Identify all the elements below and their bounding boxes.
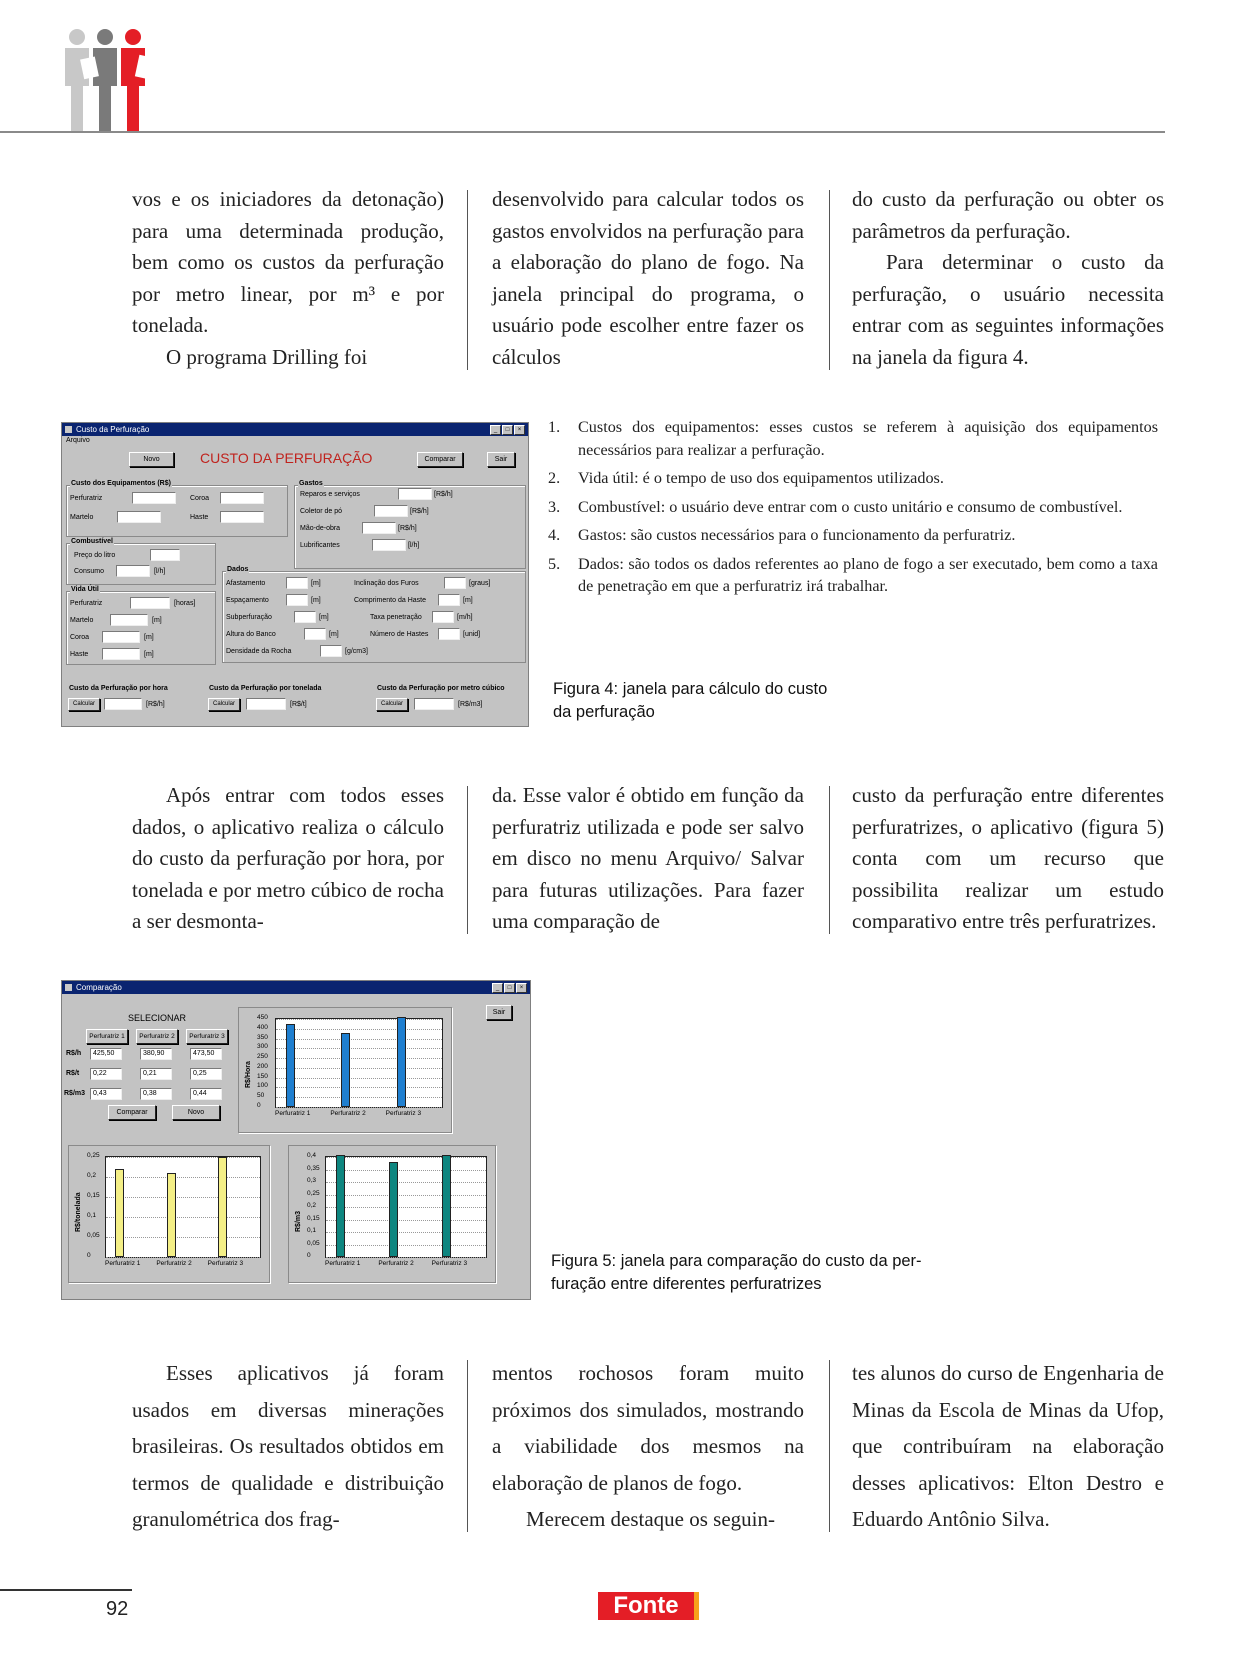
bottom-column-1	[132, 1355, 444, 1538]
list-text: Custos dos equipamentos: esses custos se referem à aquisição dos equipamentos necessários para realizar a perfuração.	[578, 418, 1158, 459]
perfuratriz-3-button[interactable]: Perfuratriz 3	[186, 1029, 228, 1044]
field-label: Preço do litro	[74, 552, 116, 559]
column-divider	[467, 190, 468, 370]
window-heading: CUSTO DA PERFURAÇÃO	[200, 450, 373, 466]
app-icon	[65, 984, 72, 991]
field-label: Martelo	[70, 514, 94, 521]
custo-perfuracao-window	[61, 422, 529, 727]
y-tick-label: 0,1	[307, 1227, 317, 1234]
unit-label: [unid]	[463, 631, 481, 638]
unit-label: [m]	[311, 597, 321, 604]
y-axis-label: R$/Hora	[245, 1061, 252, 1088]
sair-button[interactable]: Sair	[487, 452, 515, 467]
unit-label: [m/h]	[457, 614, 473, 621]
paragraph: Para determinar o custo da perfuração, o usuário necessita entrar com as seguintes informações na janela da figura 4.	[852, 250, 1164, 369]
gridline	[326, 1207, 486, 1208]
list-number: 1.	[548, 418, 561, 436]
chart-panel-m3	[288, 1145, 496, 1283]
gridline	[276, 1019, 442, 1020]
field-label: Reparos e serviços	[300, 491, 360, 498]
chart-panel-tonelada	[68, 1145, 270, 1283]
afastamento-input[interactable]	[286, 577, 308, 589]
calcular-hora-button[interactable]: Calcular	[68, 698, 100, 711]
selecionar-label: SELECIONAR	[128, 1013, 187, 1023]
field-label: Coroa	[190, 495, 210, 502]
unit-label: [m]	[329, 631, 339, 638]
p1-custo-m3[interactable]: 0,43	[90, 1088, 122, 1100]
y-tick-label: 0,3	[307, 1177, 317, 1184]
vida-perfuratriz-input[interactable]	[130, 597, 170, 609]
numero-hastes-input[interactable]	[438, 628, 460, 640]
figure4-caption	[553, 678, 827, 724]
paragraph: da. Esse valor é obtido em função da perfuratriz utilizada e pode ser salvo em disco no menu Arquivo/ Salvar para futuras utilizações. Para fazer uma comparação de	[492, 783, 804, 933]
mid-column-1	[132, 780, 444, 938]
paragraph: Após entrar com todos esses dados, o aplicativo realiza o cálculo do custo da perfuração por hora, por tonelada e por metro cúbico de rocha a ser desmonta-	[132, 783, 444, 933]
gridline	[326, 1182, 486, 1183]
field-label: Densidade da Rocha	[226, 648, 292, 655]
page-number: 92	[106, 1598, 129, 1620]
y-tick-label: 0,25	[87, 1152, 100, 1159]
x-tick-label: Perfuratriz 1	[275, 1110, 311, 1117]
row-label: R$/t	[66, 1070, 80, 1077]
comparacao-window	[61, 980, 531, 1300]
paragraph: Esses aplicativos já foram usados em diversas minerações brasileiras. Os resultados obtidos em termos de qualidade e distribuição granulométrica dos frag-	[132, 1361, 444, 1531]
result-label-m3: Custo da Perfuração por metro cúbico	[377, 685, 505, 692]
subperfuracao-input[interactable]	[294, 611, 316, 623]
unit-label: [horas]	[174, 600, 196, 607]
field-label: Subperfuração	[226, 614, 272, 621]
y-tick-label: 0,4	[307, 1152, 317, 1159]
bottom-column-3	[852, 1355, 1164, 1538]
gridline	[326, 1157, 486, 1158]
bottom-column-2	[492, 1355, 804, 1538]
list-text: Dados: são todos os dados referentes ao plano de fogo a ser executado, bem como a taxa de penetração em que a perfuratriz irá trabalhar.	[578, 554, 1158, 595]
paragraph: do custo da perfuração ou obter os parâmetros da perfuração.	[852, 187, 1164, 243]
gridline	[106, 1197, 260, 1198]
gridline	[276, 1039, 442, 1040]
bar	[389, 1162, 398, 1257]
bar	[115, 1169, 124, 1257]
p2-custo-tonelada[interactable]: 0,21	[140, 1068, 172, 1080]
gridline	[106, 1157, 260, 1158]
people-logo-icon	[55, 28, 165, 134]
plot-area	[105, 1156, 261, 1258]
group-label: Combustível	[71, 538, 114, 545]
paragraph: Merecem destaque os seguin-	[526, 1507, 775, 1531]
group-label: Custo dos Equipamentos (R$)	[71, 480, 171, 487]
unit-label: [m]	[311, 580, 321, 587]
paragraph: tes alunos do curso de Engenharia de Minas da Escola de Minas da Ufop, que contribuíram na elaboração desses aplicativos: Elton Destro e Eduardo Antônio Silva.	[852, 1361, 1164, 1531]
list-number: 3.	[548, 497, 561, 516]
column-divider	[829, 1360, 830, 1532]
inclinacao-input[interactable]	[444, 577, 466, 589]
column-divider	[467, 1360, 468, 1532]
field-label: Consumo	[74, 568, 104, 575]
y-tick-label: 0,15	[87, 1192, 100, 1199]
field-label: Comprimento da Haste	[354, 597, 426, 604]
paragraph: custo da perfuração entre diferentes perfuratrizes, o aplicativo (figura 5) conta com um recurso que possibilita realizar um estudo comparativo entre três perfuratrizes.	[852, 783, 1164, 933]
p3-custo-m3[interactable]: 0,44	[190, 1088, 222, 1100]
bar	[218, 1157, 227, 1257]
p3-custo-tonelada[interactable]: 0,25	[190, 1068, 222, 1080]
novo-button[interactable]: Novo	[129, 452, 174, 467]
y-tick-label: 0,2	[307, 1202, 317, 1209]
gridline	[276, 1078, 442, 1079]
gridline	[276, 1097, 442, 1098]
unit-label: [R$/h]	[434, 491, 453, 498]
field-label: Perfuratriz	[70, 600, 103, 607]
column-divider	[467, 786, 468, 934]
y-tick-label: 0	[87, 1252, 91, 1259]
y-tick-label: 400	[257, 1023, 268, 1031]
group-label: Gastos	[299, 480, 323, 487]
gridline	[106, 1217, 260, 1218]
unit-label: [R$/t]	[290, 701, 307, 708]
p1-custo-tonelada[interactable]: 0,22	[90, 1068, 122, 1080]
unit-label: [m]	[152, 617, 162, 624]
y-tick-label: 150	[257, 1072, 268, 1080]
logo-text: Fonte	[613, 1592, 679, 1619]
y-tick-label: 0	[257, 1102, 261, 1109]
gridline	[326, 1170, 486, 1171]
unit-label: [R$/h]	[398, 525, 417, 532]
reparos-input[interactable]	[398, 488, 432, 500]
densidade-input[interactable]	[320, 645, 342, 657]
custo-hora-output[interactable]	[104, 698, 142, 710]
group-combustivel	[66, 543, 216, 585]
novo-button[interactable]: Novo	[172, 1105, 220, 1120]
chart-panel-hora	[238, 1007, 452, 1133]
window-controls	[492, 983, 527, 993]
group-label: Vida Útil	[71, 586, 99, 593]
field-label: Haste	[190, 514, 209, 521]
app-icon	[65, 426, 72, 433]
list-item	[548, 524, 1158, 547]
gridline	[276, 1048, 442, 1049]
menu-arquivo[interactable]: Arquivo	[66, 437, 90, 444]
list-item	[548, 467, 1158, 490]
paragraph: O programa Drilling foi	[166, 344, 368, 369]
maximize-icon[interactable]: □	[502, 425, 513, 435]
close-icon[interactable]: ×	[516, 983, 527, 993]
p1-custo-hora[interactable]: 425,50	[90, 1048, 122, 1060]
vida-haste-input[interactable]	[102, 648, 140, 660]
x-tick-label: Perfuratriz 3	[385, 1110, 422, 1117]
bar	[442, 1155, 451, 1257]
gridline	[276, 1029, 442, 1030]
mao-obra-input[interactable]	[362, 522, 396, 534]
caption-line: furação entre diferentes perfuratrizes	[551, 1275, 822, 1293]
vida-martelo-input[interactable]	[110, 614, 148, 626]
list-number: 2.	[548, 469, 561, 487]
list-number: 5.	[548, 554, 561, 573]
x-tick-label: Perfuratriz 2	[330, 1110, 366, 1117]
coletor-input[interactable]	[374, 505, 408, 517]
x-tick-label: Perfuratriz 1	[325, 1260, 361, 1267]
y-tick-label: 0,2	[87, 1172, 97, 1179]
caption-line: Figura 5: janela para comparação do custo da per-	[551, 1252, 922, 1270]
mid-column-2	[492, 780, 804, 938]
y-tick-label: 100	[257, 1082, 268, 1090]
y-tick-label: 0	[307, 1252, 311, 1259]
bar	[341, 1033, 350, 1107]
field-label: Afastamento	[226, 580, 266, 587]
custo-m3-output[interactable]	[414, 698, 454, 710]
x-tick-label: Perfuratriz 2	[156, 1260, 192, 1267]
group-label: Dados	[227, 566, 249, 573]
caption-line: da perfuração	[553, 703, 655, 721]
caption-line: Figura 4: janela para cálculo do custo	[553, 680, 828, 698]
preco-input[interactable]	[150, 549, 180, 561]
bar	[286, 1024, 295, 1107]
x-tick-label: Perfuratriz 2	[378, 1260, 414, 1267]
mid-column-3	[852, 780, 1164, 938]
plot-area	[325, 1156, 487, 1258]
consumo-input[interactable]	[116, 565, 150, 577]
bar	[397, 1017, 406, 1107]
row-label: R$/h	[66, 1050, 82, 1057]
calcular-m3-button[interactable]: Calcular	[376, 698, 408, 711]
p2-custo-m3[interactable]: 0,38	[140, 1088, 172, 1100]
column-divider	[829, 190, 830, 370]
unit-label: [R$/h]	[146, 701, 165, 708]
window-title: Custo da Perfuração	[76, 425, 150, 434]
field-label: Lubrificantes	[300, 542, 340, 549]
fonte-logo	[598, 1592, 699, 1620]
field-label: Coroa	[70, 634, 90, 641]
p3-custo-hora[interactable]: 473,50	[190, 1048, 222, 1060]
unit-label: [m]	[144, 634, 154, 641]
comparar-button[interactable]: Comparar	[417, 452, 463, 467]
unit-label: [m]	[144, 651, 154, 658]
gridline	[276, 1058, 442, 1059]
unit-label: [l/h]	[408, 542, 420, 549]
y-axis-label: R$/m3	[295, 1210, 302, 1232]
field-label: Perfuratriz	[70, 495, 103, 502]
espacamento-input[interactable]	[286, 594, 308, 606]
y-tick-label: 450	[257, 1014, 268, 1021]
y-tick-label: 50	[257, 1092, 265, 1100]
gridline	[276, 1068, 442, 1069]
coroa-input[interactable]	[220, 492, 264, 504]
gridline	[326, 1257, 486, 1258]
y-axis-label: R$/tonelada	[75, 1192, 82, 1232]
gridline	[326, 1220, 486, 1221]
figure5-caption	[551, 1250, 922, 1296]
minimize-icon[interactable]: _	[492, 983, 503, 993]
calcular-tonelada-button[interactable]: Calcular	[208, 698, 240, 711]
x-tick-label: Perfuratriz 3	[207, 1260, 244, 1267]
unit-label: [m]	[319, 614, 329, 621]
perfuratriz-2-button[interactable]: Perfuratriz 2	[136, 1029, 178, 1044]
top-column-3	[852, 184, 1164, 373]
field-label: Inclinação dos Furos	[354, 580, 419, 587]
result-label-tonelada: Custo da Perfuração por tonelada	[209, 685, 322, 692]
x-tick-label: Perfuratriz 3	[431, 1260, 468, 1267]
minimize-icon[interactable]: _	[490, 425, 501, 435]
paragraph: desenvolvido para calcular todos os gastos envolvidos na perfuração para a elaboração do plano de fogo. Na janela principal do programa, o usuário pode escolher entre fazer os cálculos	[492, 187, 804, 369]
vida-coroa-input[interactable]	[102, 631, 140, 643]
list-item	[548, 553, 1158, 598]
field-label: Espaçamento	[226, 597, 269, 604]
information-list	[548, 416, 1158, 604]
field-label: Mão-de-obra	[300, 525, 341, 532]
perfuratriz-1-button[interactable]: Perfuratriz 1	[86, 1029, 128, 1044]
gridline	[276, 1087, 442, 1088]
gridline	[326, 1245, 486, 1246]
comprimento-haste-input[interactable]	[438, 594, 460, 606]
y-tick-label: 0,15	[307, 1214, 320, 1222]
unit-label: [R$/h]	[410, 508, 429, 515]
field-label: Número de Hastes	[370, 631, 429, 638]
row-label: R$/m3	[64, 1090, 86, 1097]
custo-tonelada-output[interactable]	[246, 698, 286, 710]
header-rule	[0, 131, 1165, 133]
y-tick-label: 0,05	[307, 1239, 320, 1247]
field-label: Coletor de pó	[300, 508, 343, 515]
p2-custo-hora[interactable]: 380,90	[140, 1048, 172, 1060]
field-label: Martelo	[70, 617, 94, 624]
unit-label: [R$/m3]	[458, 701, 483, 708]
field-label: Haste	[70, 651, 89, 658]
gridline	[326, 1195, 486, 1196]
unit-label: [graus]	[469, 580, 491, 587]
list-item	[548, 416, 1158, 461]
unit-label: [g/cm3]	[345, 648, 368, 655]
altura-banco-input[interactable]	[304, 628, 326, 640]
paragraph: vos e os iniciadores da detonação) para uma determinada produção, bem como os custos da perfuração por metro linear, por m³ e por tonelada.	[132, 187, 444, 337]
taxa-penetracao-input[interactable]	[432, 611, 454, 623]
gridline	[106, 1237, 260, 1238]
window-controls	[490, 425, 525, 435]
paragraph: mentos rochosos foram muito próximos dos simulados, mostrando a viabilidade dos mesmos na elaboração de planos de fogo.	[492, 1361, 804, 1495]
result-label-hora: Custo da Perfuração por hora	[69, 685, 168, 692]
top-column-1	[132, 184, 444, 373]
y-tick-label: 350	[257, 1033, 268, 1041]
y-tick-label: 300	[257, 1043, 268, 1051]
x-tick-label: Perfuratriz 1	[105, 1260, 141, 1267]
window-title: Comparação	[76, 983, 122, 992]
lubrificantes-input[interactable]	[372, 539, 406, 551]
comparar-button[interactable]: Comparar	[108, 1105, 156, 1120]
sair-button[interactable]: Sair	[486, 1005, 512, 1020]
y-tick-label: 200	[257, 1062, 268, 1070]
martelo-input[interactable]	[117, 511, 161, 523]
field-label: Altura do Banco	[226, 631, 276, 638]
close-icon[interactable]: ×	[514, 425, 525, 435]
plot-area	[275, 1018, 443, 1108]
column-divider	[829, 786, 830, 934]
y-tick-label: 0,25	[307, 1189, 320, 1197]
window-titlebar	[62, 981, 530, 994]
unit-label: [m]	[463, 597, 473, 604]
gridline	[276, 1107, 442, 1108]
gridline	[106, 1177, 260, 1178]
perfuratriz-input[interactable]	[132, 492, 176, 504]
field-label: Taxa penetração	[370, 614, 422, 621]
haste-input[interactable]	[220, 511, 264, 523]
bar	[167, 1173, 176, 1257]
list-text: Combustível: o usuário deve entrar com o custo unitário e consumo de combustível.	[578, 497, 1123, 516]
maximize-icon[interactable]: □	[504, 983, 515, 993]
footer-rule	[0, 1589, 132, 1591]
gridline	[106, 1257, 260, 1258]
top-column-2	[492, 184, 804, 373]
window-titlebar	[62, 423, 528, 436]
list-item	[548, 496, 1158, 519]
list-text: Vida útil: é o tempo de uso dos equipamentos utilizados.	[578, 469, 944, 487]
unit-label: [l/h]	[154, 568, 166, 575]
y-tick-label: 0,05	[87, 1232, 100, 1239]
gridline	[326, 1232, 486, 1233]
y-tick-label: 250	[257, 1053, 268, 1061]
list-number: 4.	[548, 526, 561, 544]
y-tick-label: 0,35	[307, 1164, 320, 1172]
y-tick-label: 0,1	[87, 1212, 97, 1219]
bar	[336, 1155, 345, 1257]
list-text: Gastos: são custos necessários para o funcionamento da perfuratriz.	[578, 526, 1016, 544]
